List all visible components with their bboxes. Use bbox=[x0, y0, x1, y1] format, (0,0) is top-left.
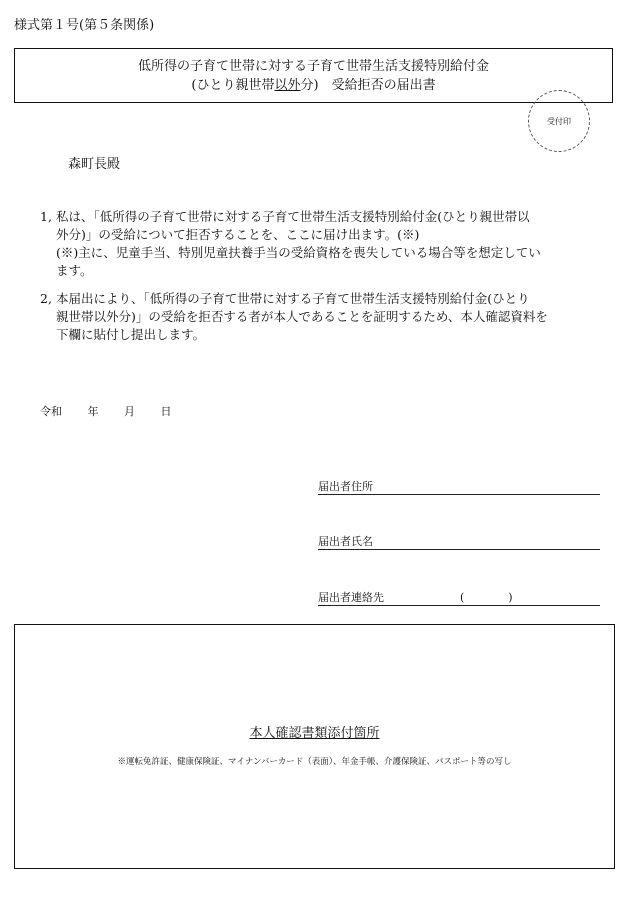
attachment-note: ※運転免許証、健康保険証、マイナンバーカード（表面）、年金手帳、介護保険証、パスポート等の写し bbox=[117, 757, 512, 767]
contact-field[interactable] bbox=[318, 589, 600, 606]
clause-line: (※)主に、児童手当、特別児童扶養手当の受給資格を喪失している場合等を想定してい bbox=[56, 245, 541, 260]
date-month: 月 bbox=[124, 405, 135, 418]
title-line-1: 低所得の子育て世帯に対する子育て世帯生活支援特別給付金 bbox=[137, 59, 489, 74]
title-line-2-pre: (ひとり親世帯 bbox=[191, 78, 275, 93]
clause-number: 1, bbox=[40, 209, 52, 224]
name-label: 届出者氏名 bbox=[318, 535, 373, 548]
attachment-title: 本人確認書類添付箇所 bbox=[249, 726, 380, 741]
contact-paren: ( ) bbox=[460, 591, 513, 604]
stamp-label: 受付印 bbox=[547, 116, 571, 126]
clause-number: 2, bbox=[40, 291, 52, 306]
document-title-box bbox=[14, 48, 613, 103]
contact-label: 届出者連絡先 bbox=[318, 591, 384, 604]
date-year: 年 bbox=[87, 405, 99, 418]
date-day: 日 bbox=[160, 405, 172, 418]
address-label: 届出者住所 bbox=[318, 480, 373, 493]
clause-line: 下欄に貼付し提出します。 bbox=[56, 327, 206, 342]
clause-line: 外分)」の受給について拒否することを、ここに届け出ます。(※) bbox=[56, 227, 420, 242]
clause-line: ます。 bbox=[56, 263, 93, 278]
title-underlined-text: 以外 bbox=[274, 78, 301, 93]
addressee: 森町長殿 bbox=[68, 157, 121, 172]
address-field[interactable] bbox=[318, 478, 600, 495]
title-line-2 bbox=[15, 76, 612, 95]
date-line bbox=[40, 403, 194, 419]
clause-line: 私は、「低所得の子育て世帯に対する子育て世帯生活支援特別給付金(ひとり親世帯以 bbox=[56, 209, 530, 224]
title-line-2-post: 分) 受給拒否の届出書 bbox=[300, 78, 436, 93]
attachment-area bbox=[14, 624, 615, 869]
name-field[interactable] bbox=[318, 533, 600, 550]
clause-line: 親世帯以外分)」の受給を拒否する者が本人であることを証明するため、本人確認資料を bbox=[56, 309, 548, 324]
clause-line: 本届出により、「低所得の子育て世帯に対する子育て世帯生活支援特別給付金(ひとり bbox=[56, 291, 530, 306]
date-era: 令和 bbox=[40, 405, 62, 418]
reception-stamp-circle bbox=[528, 90, 590, 152]
form-number: 様式第１号(第５条関係) bbox=[14, 18, 155, 33]
